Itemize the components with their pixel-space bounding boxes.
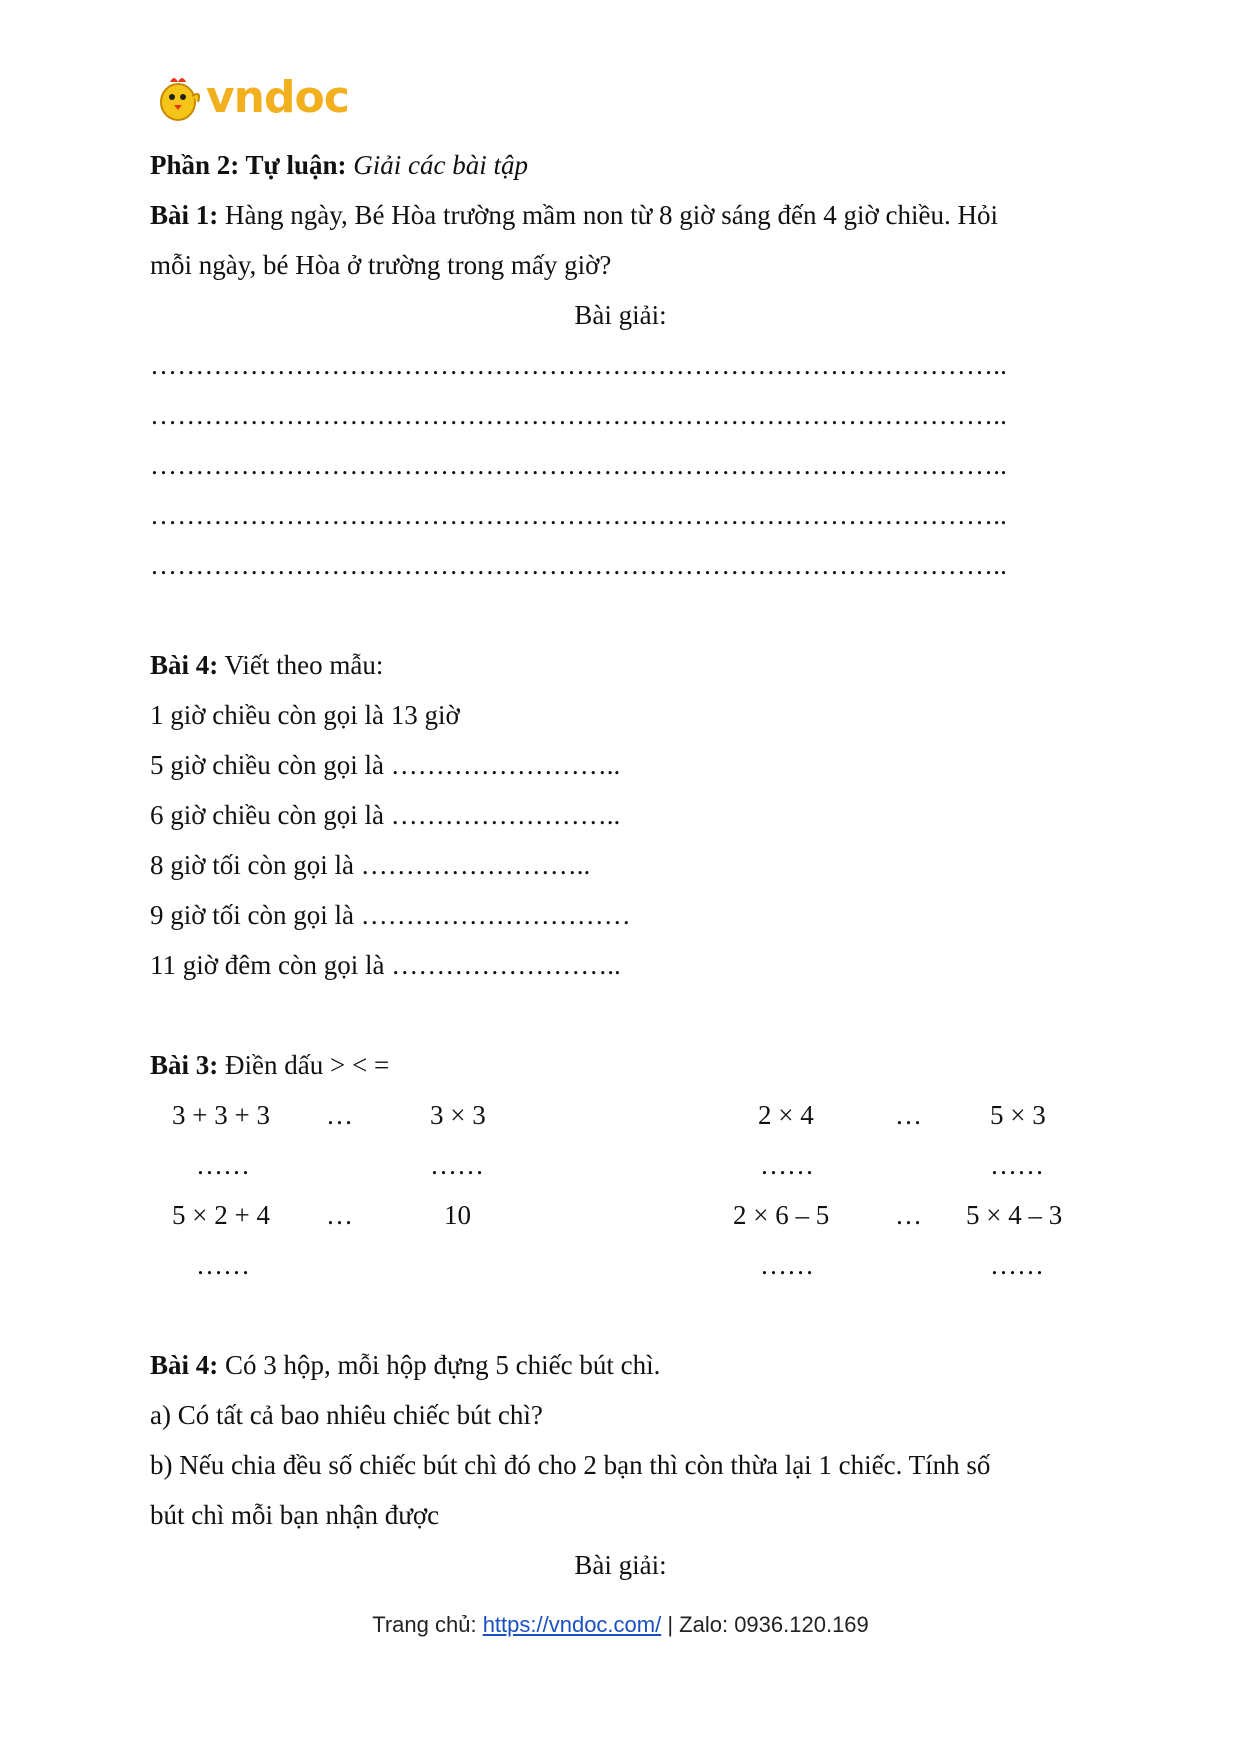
expr: 5 × 4 – 3 (966, 1200, 1063, 1230)
bai1-solution-label: Bài giải: (574, 300, 667, 330)
answer-line[interactable]: ………………………………………………………………………………….. (150, 400, 1008, 430)
bai4b-line4: bút chì mỗi bạn nhận được (150, 1500, 440, 1530)
footer-zalo: Zalo: 0936.120.169 (679, 1612, 869, 1637)
compare-blank[interactable]: … (895, 1200, 922, 1230)
bai4a-item[interactable]: 6 giờ chiều còn gọi là …………………….. (150, 800, 621, 830)
compare-blank[interactable]: … (326, 1100, 353, 1130)
value-blank[interactable]: …… (760, 1250, 814, 1280)
value-blank[interactable]: …… (196, 1250, 250, 1280)
bai1-line1 (150, 200, 998, 231)
bai4b-line1 (150, 1350, 660, 1381)
value-blank[interactable]: …… (430, 1150, 484, 1180)
answer-line[interactable]: ………………………………………………………………………………….. (150, 350, 1008, 380)
expr: 5 × 3 (990, 1100, 1046, 1130)
chick-mascot-icon (152, 72, 204, 124)
vndoc-logo[interactable] (150, 70, 370, 130)
answer-line[interactable]: ………………………………………………………………………………….. (150, 550, 1008, 580)
bai4a-instruction: Viết theo mẫu: (224, 650, 384, 680)
bai4a-heading (150, 650, 383, 681)
compare-blank[interactable]: … (895, 1100, 922, 1130)
bai4b-text-1: Có 3 hộp, mỗi hộp đựng 5 chiếc bút chì. (225, 1350, 661, 1380)
bai4a-item[interactable]: 11 giờ đêm còn gọi là …………………….. (150, 950, 621, 980)
value-blank[interactable]: …… (990, 1150, 1044, 1180)
bai1-text-1: Hàng ngày, Bé Hòa trường mầm non từ 8 giờ sáng đến 4 giờ chiều. Hỏi (225, 200, 998, 230)
page-footer (0, 1612, 1241, 1638)
part-subtitle: Giải các bài tập (353, 150, 528, 180)
answer-line[interactable]: ………………………………………………………………………………….. (150, 500, 1008, 530)
value-blank[interactable]: …… (196, 1150, 250, 1180)
part-heading (150, 150, 528, 181)
bai4a-label: Bài 4: (150, 650, 219, 680)
bai4b-line3: b) Nếu chia đều số chiếc bút chì đó cho 2 bạn thì còn thừa lại 1 chiếc. Tính số (150, 1450, 991, 1480)
expr: 2 × 6 – 5 (733, 1200, 830, 1230)
value-blank[interactable]: …… (760, 1150, 814, 1180)
expr: 3 × 3 (430, 1100, 486, 1130)
footer-separator: | (661, 1612, 680, 1637)
answer-line[interactable]: ………………………………………………………………………………….. (150, 450, 1008, 480)
bai4b-solution-label: Bài giải: (574, 1550, 667, 1580)
expr: 5 × 2 + 4 (172, 1200, 270, 1230)
bai3-instruction: Điền dấu > < = (225, 1050, 390, 1080)
part-title: Phần 2: Tự luận: (150, 150, 347, 180)
expr: 10 (444, 1200, 471, 1230)
footer-home-link[interactable]: https://vndoc.com/ (482, 1612, 662, 1637)
bai4a-item: 1 giờ chiều còn gọi là 13 giờ (150, 700, 460, 730)
bai4a-item[interactable]: 9 giờ tối còn gọi là ………………………… (150, 900, 631, 930)
expr: 3 + 3 + 3 (172, 1100, 270, 1130)
expr: 2 × 4 (758, 1100, 814, 1130)
bai4b-line2: a) Có tất cả bao nhiêu chiếc bút chì? (150, 1400, 543, 1430)
bai3-label: Bài 3: (150, 1050, 219, 1080)
footer-home-label: Trang chủ: (372, 1612, 483, 1637)
value-blank[interactable]: …… (990, 1250, 1044, 1280)
logo-text: vndoc (206, 72, 349, 123)
bai1-line2: mỗi ngày, bé Hòa ở trường trong mấy giờ? (150, 250, 612, 280)
compare-blank[interactable]: … (326, 1200, 353, 1230)
bai1-label: Bài 1: (150, 200, 219, 230)
bai4b-label: Bài 4: (150, 1350, 219, 1380)
bai3-heading (150, 1050, 389, 1081)
bai4a-item[interactable]: 8 giờ tối còn gọi là …………………….. (150, 850, 591, 880)
bai4a-item[interactable]: 5 giờ chiều còn gọi là …………………….. (150, 750, 621, 780)
